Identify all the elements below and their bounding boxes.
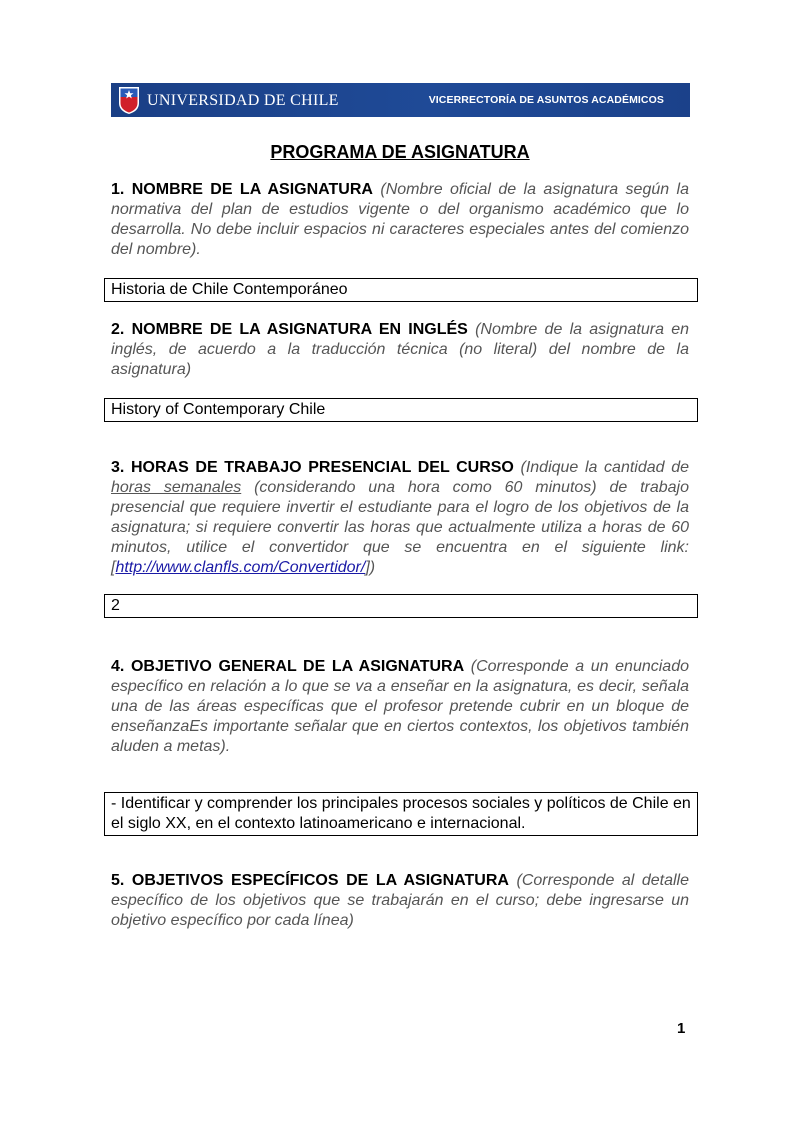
- section-4-title: 4. OBJETIVO GENERAL DE LA ASIGNATURA: [111, 658, 465, 675]
- header-banner: [111, 83, 690, 117]
- page-number: 1: [677, 1020, 686, 1037]
- office-name: VICERRECTORÍA DE ASUNTOS ACADÉMICOS: [428, 94, 664, 106]
- section-2-title: 2. NOMBRE DE LA ASIGNATURA EN INGLÉS: [111, 321, 468, 338]
- university-name: UNIVERSIDAD DE CHILE: [147, 92, 339, 109]
- university-crest-icon: [117, 85, 141, 115]
- section-1-description: (Nombre oficial de la asignatura según la normativa del plan de estudios vigente o del organismo académico que lo desarrolla. No debe incluir espacios ni caracteres especiales antes del comienzo del nombre).: [111, 181, 690, 258]
- section-5-description: (Corresponde al detalle específico de los objetivos que se trabajarán en el curso; debe ingresarse un objetivo específico por cada línea): [111, 872, 689, 929]
- section-2-description: Nombre de la asignatura en inglés, de acuerdo a la traducción técnica (no literal) del nombre de la asignatura): [111, 321, 689, 378]
- section-3-title: 3. HORAS DE TRABAJO PRESENCIAL DEL CURSO: [111, 459, 514, 476]
- section-4-heading: [111, 657, 689, 757]
- section-1-answer: Historia de Chile Contemporáneo: [104, 278, 698, 302]
- section-4-answer: - Identificar y comprender los principales procesos sociales y políticos de Chile en el siglo XX, en el contexto latinoamericano e internacional.: [104, 792, 698, 836]
- section-1-title: 1. NOMBRE DE LA ASIGNATURA: [111, 181, 373, 198]
- page-title: PROGRAMA DE ASIGNATURA: [270, 142, 530, 162]
- section-2-answer: History of Contemporary Chile: [104, 398, 698, 422]
- section-3-description-b: (considerando una hora como 60 minutos) de trabajo presencial que requiere invertir el estudiante para el logro de los objetivos de la asignatura; si requiere convertir las horas que actualmente utiliza a horas de 60 minutos, utilice el convertidor que se encuentra en el siguiente link: [: [111, 479, 690, 576]
- section-5-heading: [111, 871, 689, 931]
- section-3-description-c: ]): [365, 559, 376, 576]
- section-2-heading: [111, 320, 689, 380]
- section-4-description: (Corresponde a un enunciado específico en relación a lo que se va a enseñar en la asignatura, es decir, señala una de las áreas específicas que el profesor pretende cubrir en un bloque de enseñanzaEs importante señalar que en ciertos contextos, los objetivos también aluden a metas).: [111, 658, 689, 755]
- section-5-title: 5. OBJETIVOS ESPECÍFICOS DE LA ASIGNATURA: [111, 872, 509, 889]
- section-3-description-a: (Indique la cantidad de: [520, 459, 689, 476]
- section-2-paren: (: [475, 321, 481, 338]
- convertidor-link[interactable]: http://www.clanfls.com/Convertidor/: [115, 559, 366, 576]
- section-3-answer: 2: [104, 594, 698, 618]
- section-3-heading: [111, 458, 689, 578]
- section-1-heading: [111, 180, 689, 260]
- section-3-description-underlined: horas semanales: [111, 479, 242, 496]
